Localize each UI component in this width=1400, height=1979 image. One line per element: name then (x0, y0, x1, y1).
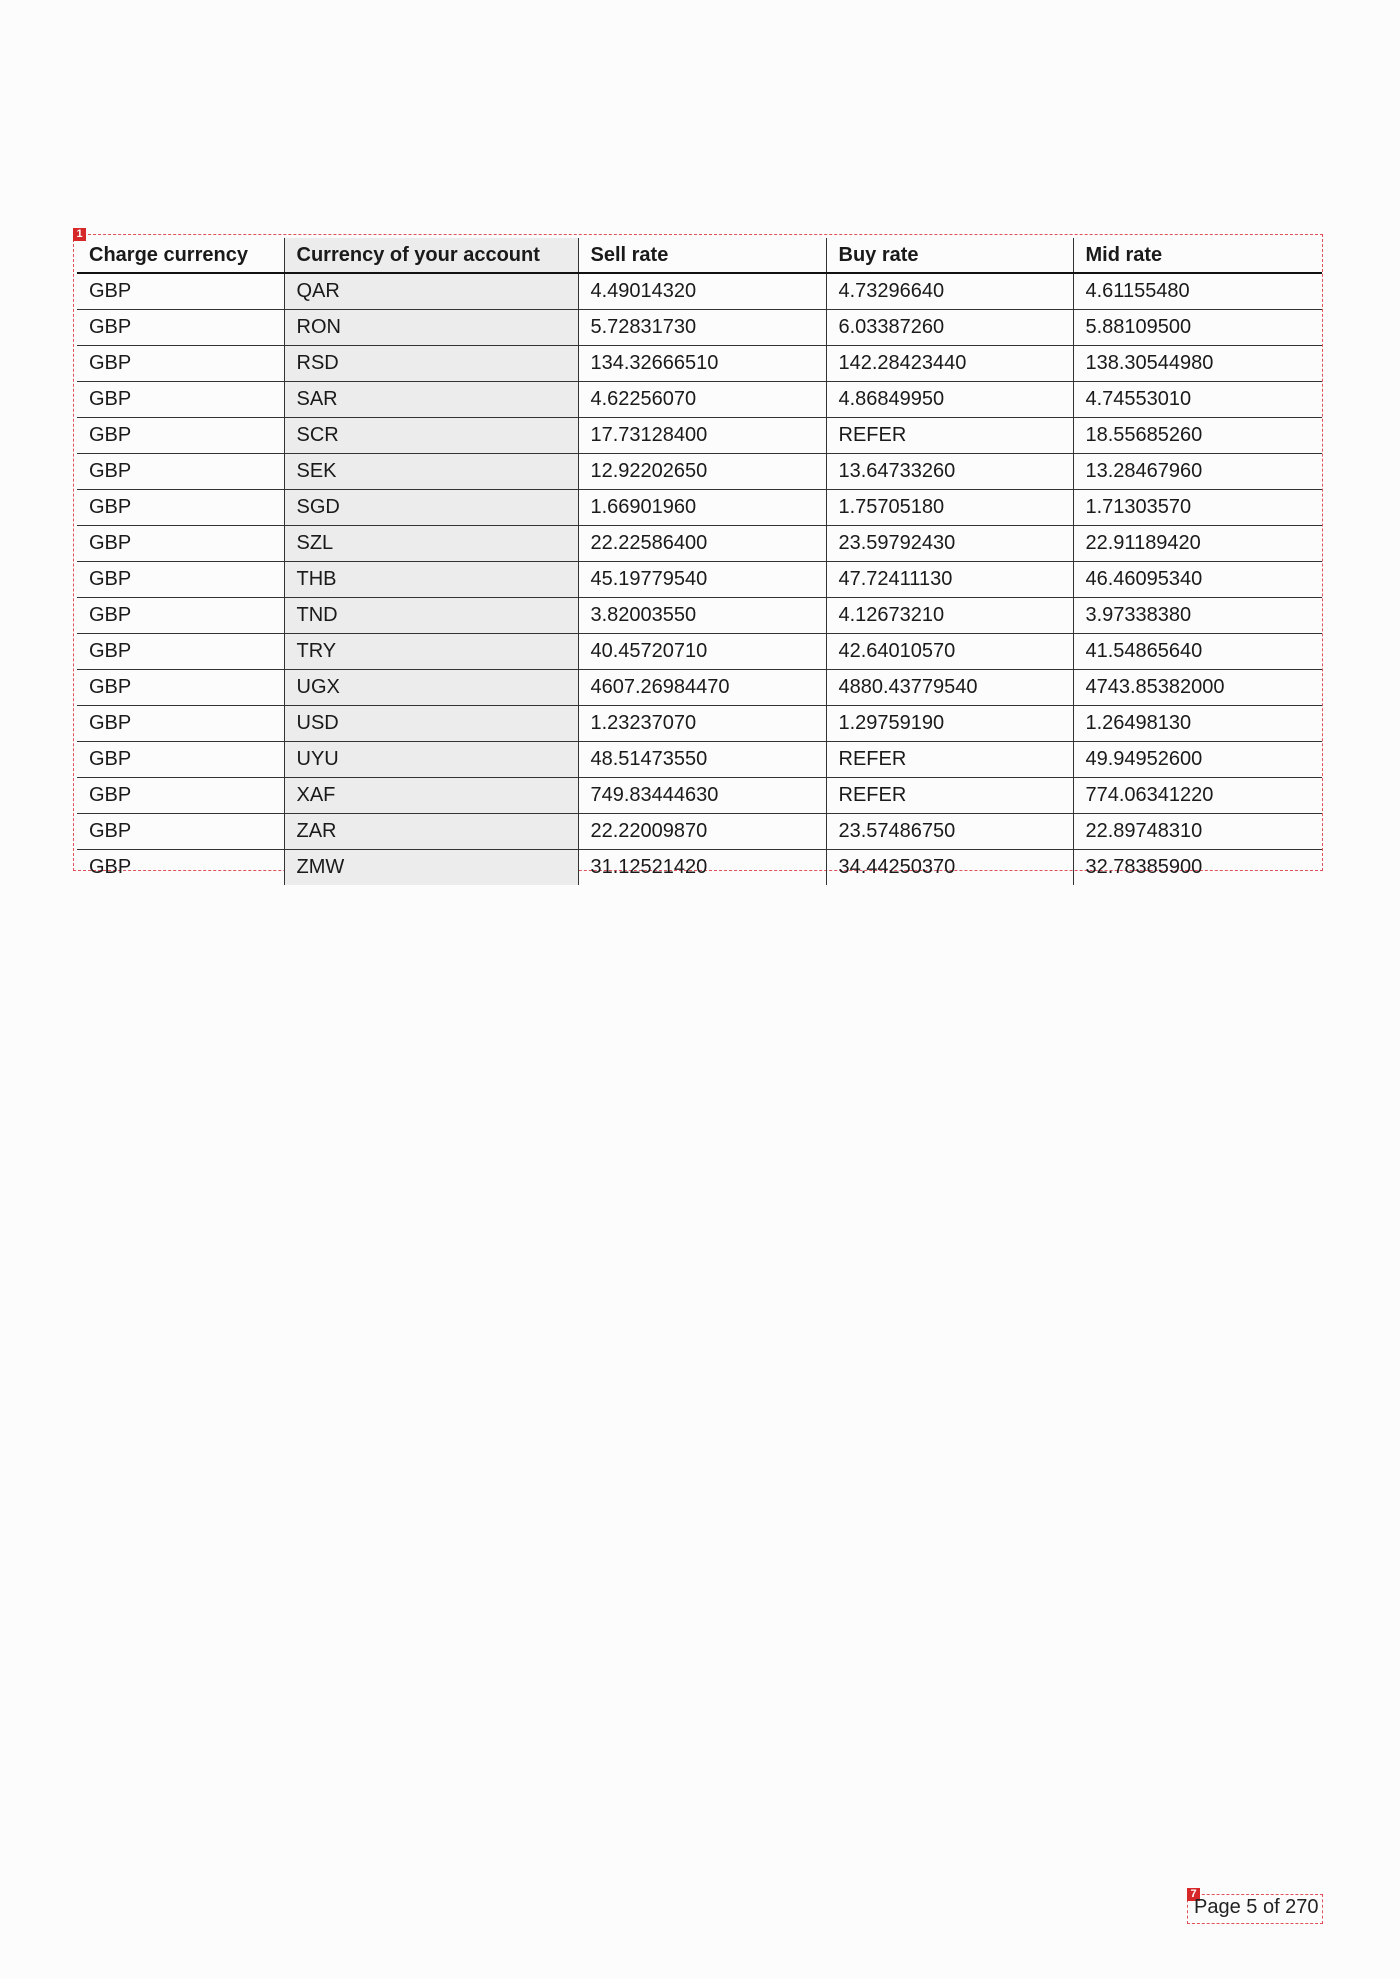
buy-rate-cell: 34.44250370 (826, 850, 1073, 886)
page-number: Page 5 of 270 (1194, 1896, 1319, 1918)
buy-rate-cell: 1.75705180 (826, 490, 1073, 526)
mid-rate-cell: 3.97338380 (1073, 598, 1322, 634)
buy-rate-cell: 13.64733260 (826, 454, 1073, 490)
buy-rate-cell: REFER (826, 778, 1073, 814)
charge-currency-cell: GBP (77, 273, 284, 310)
sell-rate-cell: 1.23237070 (578, 706, 826, 742)
charge-currency-cell: GBP (77, 346, 284, 382)
account-currency-cell: ZAR (284, 814, 578, 850)
mid-rate-cell: 32.78385900 (1073, 850, 1322, 886)
header-charge-currency: Charge currency (77, 238, 284, 273)
buy-rate-cell: REFER (826, 418, 1073, 454)
account-currency-cell: RON (284, 310, 578, 346)
buy-rate-cell: 4.12673210 (826, 598, 1073, 634)
table-row (77, 670, 1322, 706)
sell-rate-cell: 45.19779540 (578, 562, 826, 598)
header-account-currency: Currency of your account (284, 238, 578, 273)
charge-currency-cell: GBP (77, 778, 284, 814)
account-currency-cell: SEK (284, 454, 578, 490)
buy-rate-cell: 42.64010570 (826, 634, 1073, 670)
mid-rate-cell: 5.88109500 (1073, 310, 1322, 346)
charge-currency-cell: GBP (77, 418, 284, 454)
table-row (77, 273, 1322, 310)
charge-currency-cell: GBP (77, 598, 284, 634)
sell-rate-cell: 22.22009870 (578, 814, 826, 850)
charge-currency-cell: GBP (77, 670, 284, 706)
mid-rate-cell: 1.71303570 (1073, 490, 1322, 526)
table-row (77, 418, 1322, 454)
mid-rate-cell: 13.28467960 (1073, 454, 1322, 490)
account-currency-cell: ZMW (284, 850, 578, 886)
buy-rate-cell: REFER (826, 742, 1073, 778)
header-sell-rate: Sell rate (578, 238, 826, 273)
charge-currency-cell: GBP (77, 490, 284, 526)
table-row (77, 526, 1322, 562)
account-currency-cell: XAF (284, 778, 578, 814)
charge-currency-cell: GBP (77, 742, 284, 778)
account-currency-cell: SGD (284, 490, 578, 526)
sell-rate-cell: 4607.26984470 (578, 670, 826, 706)
mid-rate-cell: 49.94952600 (1073, 742, 1322, 778)
mid-rate-cell: 138.30544980 (1073, 346, 1322, 382)
table-row (77, 706, 1322, 742)
mid-rate-cell: 46.46095340 (1073, 562, 1322, 598)
charge-currency-cell: GBP (77, 454, 284, 490)
table-row (77, 742, 1322, 778)
charge-currency-cell: GBP (77, 706, 284, 742)
header-buy-rate: Buy rate (826, 238, 1073, 273)
mid-rate-cell: 1.26498130 (1073, 706, 1322, 742)
buy-rate-cell: 1.29759190 (826, 706, 1073, 742)
buy-rate-cell: 4.86849950 (826, 382, 1073, 418)
mid-rate-cell: 4743.85382000 (1073, 670, 1322, 706)
table-body (77, 273, 1322, 885)
table-row (77, 598, 1322, 634)
charge-currency-cell: GBP (77, 310, 284, 346)
account-currency-cell: QAR (284, 273, 578, 310)
sell-rate-cell: 4.62256070 (578, 382, 826, 418)
charge-currency-cell: GBP (77, 562, 284, 598)
annotation-tag-page: 7 (1187, 1888, 1200, 1901)
mid-rate-cell: 18.55685260 (1073, 418, 1322, 454)
account-currency-cell: RSD (284, 346, 578, 382)
table-row (77, 454, 1322, 490)
sell-rate-cell: 40.45720710 (578, 634, 826, 670)
charge-currency-cell: GBP (77, 814, 284, 850)
buy-rate-cell: 4880.43779540 (826, 670, 1073, 706)
sell-rate-cell: 48.51473550 (578, 742, 826, 778)
table-row (77, 778, 1322, 814)
mid-rate-cell: 41.54865640 (1073, 634, 1322, 670)
table-row (77, 382, 1322, 418)
buy-rate-cell: 142.28423440 (826, 346, 1073, 382)
table-header-row (77, 238, 1322, 273)
sell-rate-cell: 749.83444630 (578, 778, 826, 814)
mid-rate-cell: 22.89748310 (1073, 814, 1322, 850)
table-row (77, 346, 1322, 382)
account-currency-cell: UYU (284, 742, 578, 778)
sell-rate-cell: 22.22586400 (578, 526, 826, 562)
buy-rate-cell: 47.72411130 (826, 562, 1073, 598)
exchange-rate-table (77, 238, 1322, 885)
account-currency-cell: SZL (284, 526, 578, 562)
table-row (77, 814, 1322, 850)
account-currency-cell: SCR (284, 418, 578, 454)
mid-rate-cell: 4.74553010 (1073, 382, 1322, 418)
mid-rate-cell: 22.91189420 (1073, 526, 1322, 562)
sell-rate-cell: 3.82003550 (578, 598, 826, 634)
mid-rate-cell: 774.06341220 (1073, 778, 1322, 814)
buy-rate-cell: 23.57486750 (826, 814, 1073, 850)
annotation-tag-table: 1 (73, 228, 86, 241)
charge-currency-cell: GBP (77, 634, 284, 670)
sell-rate-cell: 1.66901960 (578, 490, 826, 526)
charge-currency-cell: GBP (77, 382, 284, 418)
buy-rate-cell: 4.73296640 (826, 273, 1073, 310)
charge-currency-cell: GBP (77, 526, 284, 562)
account-currency-cell: TRY (284, 634, 578, 670)
sell-rate-cell: 5.72831730 (578, 310, 826, 346)
account-currency-cell: THB (284, 562, 578, 598)
table-row (77, 634, 1322, 670)
charge-currency-cell: GBP (89, 856, 132, 878)
table-row (77, 562, 1322, 598)
table-row (77, 310, 1322, 346)
sell-rate-cell: 12.92202650 (578, 454, 826, 490)
account-currency-cell: USD (284, 706, 578, 742)
buy-rate-cell: 23.59792430 (826, 526, 1073, 562)
table-row (77, 850, 1322, 886)
sell-rate-cell: 17.73128400 (578, 418, 826, 454)
header-mid-rate: Mid rate (1073, 238, 1322, 273)
account-currency-cell: SAR (284, 382, 578, 418)
account-currency-cell: TND (284, 598, 578, 634)
account-currency-cell: UGX (284, 670, 578, 706)
sell-rate-cell: 4.49014320 (578, 273, 826, 310)
sell-rate-cell: 31.12521420 (578, 850, 826, 886)
buy-rate-cell: 6.03387260 (826, 310, 1073, 346)
sell-rate-cell: 134.32666510 (578, 346, 826, 382)
mid-rate-cell: 4.61155480 (1073, 273, 1322, 310)
table-row (77, 490, 1322, 526)
